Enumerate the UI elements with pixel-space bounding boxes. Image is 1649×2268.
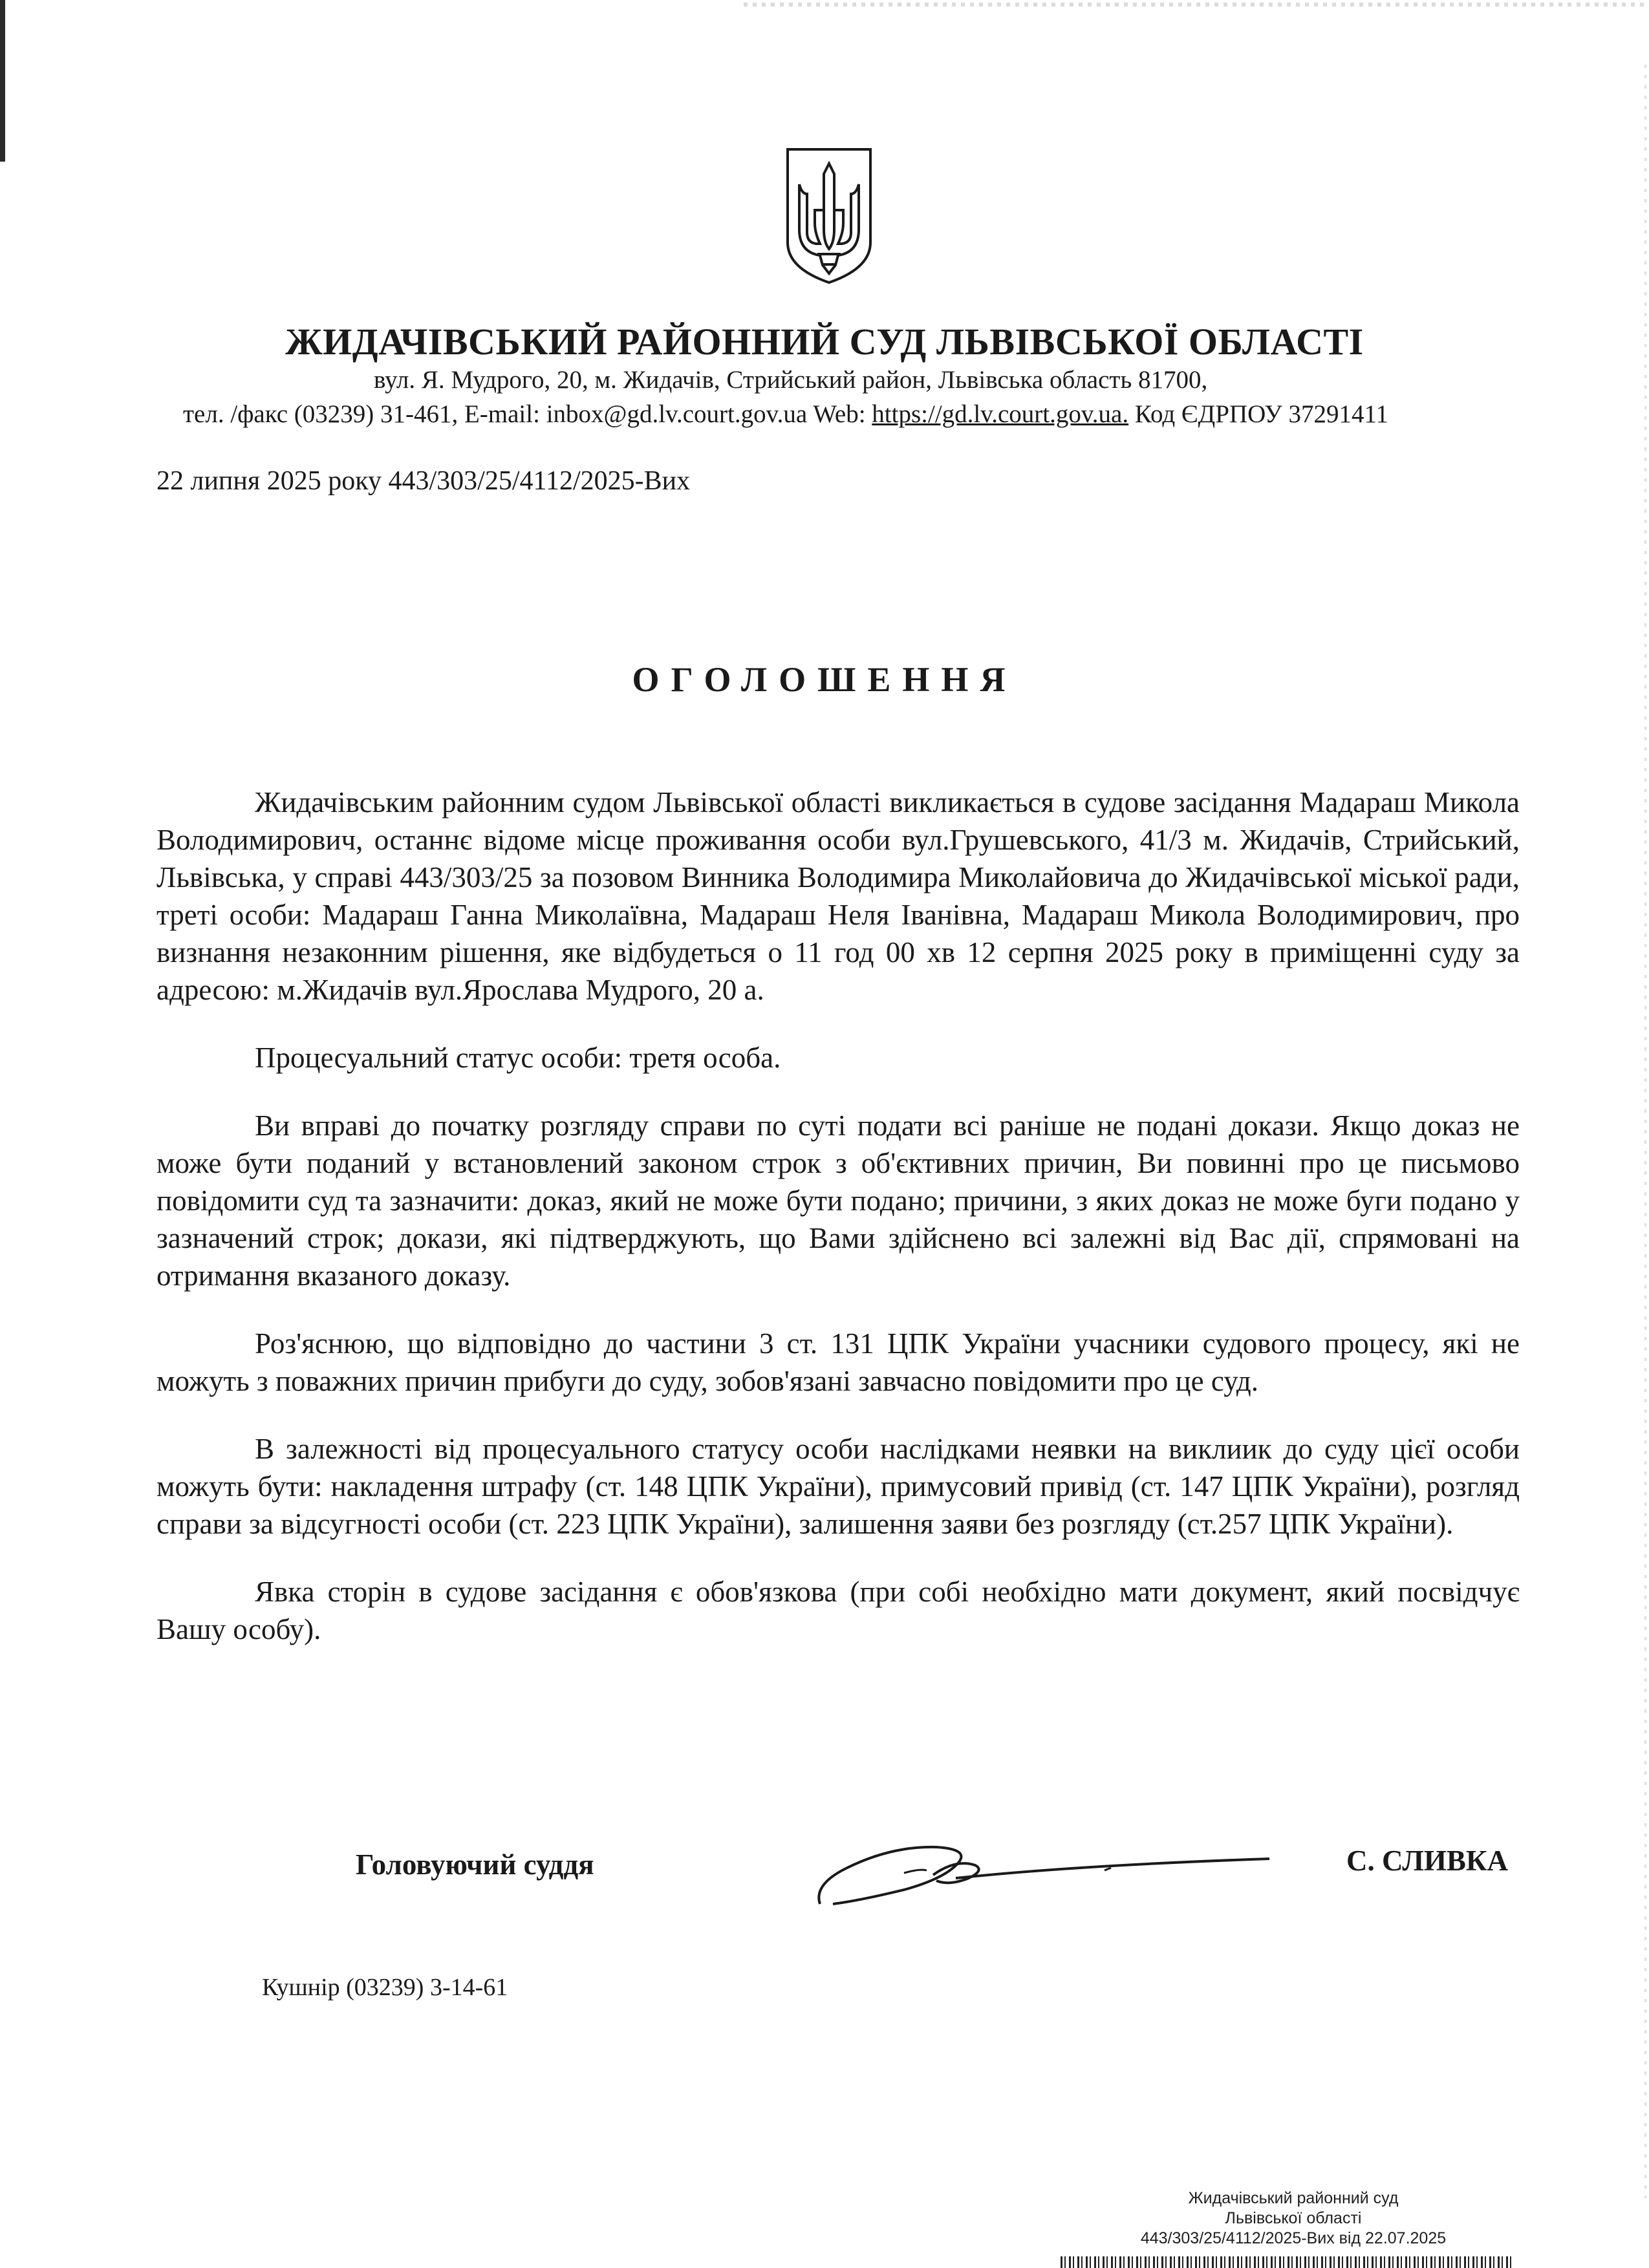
court-address: вул. Я. Мудрого, 20, м. Жидачів, Стрийський район, Львівська область 81700, (374, 366, 1208, 394)
paragraph-notice: Роз'яснюю, що відповідно до частини 3 ст. 131 ЦПК України учасники судового процесу, які не можуть з поважних причин прибуги до суду, зобов'язані завчасно повідомити про це суд. (156, 1327, 1520, 1397)
scan-edge-left (0, 0, 5, 162)
court-contacts (183, 400, 1388, 429)
stamp-line-region: Львівської області (1225, 2209, 1362, 2227)
registration-stamp (1022, 2188, 1565, 2249)
scan-edge-top (744, 3, 1649, 6)
coat-of-arms-icon (784, 145, 874, 286)
contacts-text: тел. /факс (03239) 31-461, E-mail: inbox@gd.lv.court.gov.ua Web: (183, 400, 872, 428)
paragraph-consequences: В залежності від процесуального статусу особи наслідками неявки на виклиик до суду цієї особи можуть бути: накладення штрафу (ст. 148 ЦПК України), примусовий привід (ст. 147 ЦПК України), розгляд справи за відсугності особи (ст. 223 ЦПК України), залишення заяви без розгляду (ст.257 ЦПК України). (156, 1433, 1520, 1540)
stamp-line-number: 443/303/25/4112/2025-Вих від 22.07.2025 (1140, 2229, 1447, 2247)
edrpou-code: Код ЄДРПОУ 37291411 (1128, 400, 1389, 428)
document-title: ОГОЛОШЕННЯ (632, 660, 1017, 699)
signature-icon (807, 1813, 1279, 1936)
document-body (156, 784, 1520, 1678)
barcode (1061, 2256, 1513, 2268)
stamp-line-court: Жидачівський районний суд (1188, 2189, 1399, 2207)
judge-role: Головуючий суддя (356, 1848, 594, 1881)
paragraph-status: Процесуальний статус особи: третя особа. (255, 1042, 781, 1074)
judge-name: С. СЛИВКА (1346, 1845, 1509, 1877)
executor-contact: Кушнір (03239) 3-14-61 (262, 1974, 508, 2001)
website-link[interactable]: https://gd.lv.court.gov.ua. (872, 400, 1129, 428)
scan-edge-right (1644, 65, 1646, 2198)
document-date-number: 22 липня 2025 року 443/303/25/4112/2025-Вих (156, 466, 691, 496)
paragraph-evidence: Ви вправі до початку розгляду справи по суті подати всі раніше не подані докази. Якщо доказ не може бути поданий у встановлений законом строк з об'єктивних причин, Ви повинні про це письмово повідомити суд та зазначити: доказ, який не може бути подано; причини, з яких доказ не може буги подано у зазначений строк; докази, які підтверджують, що Вами здійснено всі залежні від Вас дії, спрямовані на отримання вказаного доказу. (156, 1109, 1520, 1292)
paragraph-attendance: Явка сторін в судове засідання є обов'язкова (при собі необхідно мати документ, який посвідчує Вашу особу). (156, 1576, 1520, 1645)
court-name: ЖИДАЧІВСЬКИЙ РАЙОННИЙ СУД ЛЬВІВСЬКОЇ ОБЛАСТІ (285, 321, 1364, 363)
paragraph-summons: Жидачівським районним судом Львівської області викликається в судове засідання Мадараш Микола Володимирович, останнє відоме місце проживання особи вул.Грушевського, 41/3 м. Жидачів, Стрийський, Львівська, у справі 443/303/25 за позовом Винника Володимира Миколайовича до Жидачівської міської ради, треті особи: Мадараш Ганна Миколаївна, Мадараш Неля Іванівна, Мадараш Микола Володимирович, про визнання незаконним рішення, яке відбудеться о 11 год 00 хв 12 серпня 2025 року в приміщенні суду за адресою: м.Жидачів вул.Ярослава Мудрого, 20 а. (156, 786, 1520, 1006)
